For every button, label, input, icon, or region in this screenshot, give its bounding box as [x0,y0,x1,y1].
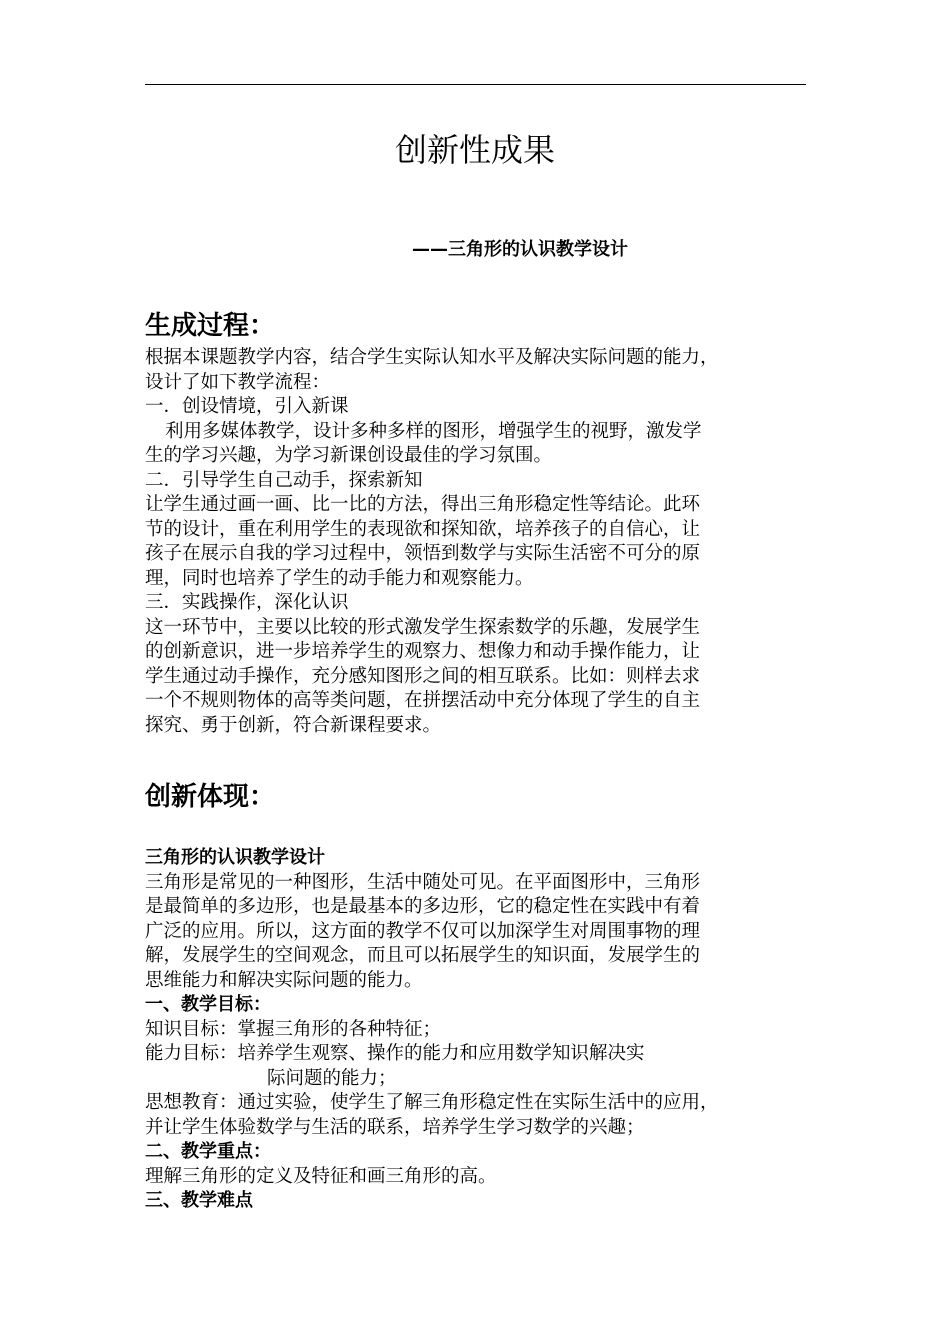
innovation-body [145,846,815,1214]
process-line: 理，同时也培养了学生的动手能力和观察能力。 [145,567,534,589]
process-line: 探究、勇于创新，符合新课程要求。 [145,714,442,736]
process-line: 学生通过动手操作，充分感知图形之间的相互联系。比如：则样去求 [145,665,701,687]
intro-line: 三角形是常见的一种图形，生活中随处可见。在平面图形中，三角形 [145,871,701,893]
intro-line: 解，发展学生的空间观念，而且可以拓展学生的知识面，发展学生的 [145,945,701,966]
goal-knowledge: 知识目标：掌握三角形的各种特征； [145,1018,442,1040]
goal-moral-continued: 并让学生体验数学与生活的联系，培养学生学习数学的兴趣； [145,1116,645,1138]
process-line: 一个不规则物体的高等类问题，在拼摆活动中充分体现了学生的自主 [145,690,701,711]
step-heading: 二．引导学生自己动手，探索新知 [145,469,423,491]
section-heading-innovation: 创新体现： [145,782,276,812]
section-heading-process: 生成过程： [145,311,276,341]
process-line: 这一环节中，主要以比较的形式激发学生探索数学的乐趣，发展学生 [145,616,701,638]
process-line: 的创新意识，进一步培养学生的观察力、想像力和动手操作能力，让 [145,641,701,662]
process-line: 让学生通过画一画、比一比的方法，得出三角形稳定性等结论。此环 [145,494,701,515]
process-line: 生的学习兴趣，为学习新课创设最佳的学习氛围。 [145,445,553,466]
process-line: 孩子在展示自我的学习过程中，领悟到数学与实际生活密不可分的原 [145,543,701,564]
design-title: 三角形的认识教学设计 [145,847,325,868]
key-points-text: 理解三角形的定义及特征和画三角形的高。 [145,1165,497,1187]
intro-line: 思维能力和解决实际问题的能力。 [145,969,423,991]
key-points-heading: 二、教学重点： [145,1141,271,1162]
header-rule [145,84,806,85]
process-line: 节的设计，重在利用学生的表现欲和探知欲，培养孩子的自信心，让 [145,518,701,540]
goal-ability-continued: 际问题的能力； [267,1067,397,1089]
goals-heading: 一、教学目标： [145,994,271,1015]
step-heading: 一．创设情境，引入新课 [145,396,349,417]
goal-moral: 思想教育：通过实验，使学生了解三角形稳定性在实际生活中的应用， [145,1092,719,1113]
difficult-points-heading: 三、教学难点 [145,1190,253,1211]
page-title: 创新性成果 [394,131,555,169]
process-line: 利用多媒体教学，设计多种多样的图形，增强学生的视野，激发学 [165,420,702,442]
process-body [145,346,815,738]
page-subtitle: ——三角形的认识教学设计 [412,239,628,260]
intro-line: 广泛的应用。所以，这方面的教学不仅可以加深学生对周围事物的理 [145,920,701,942]
intro-line: 是最简单的多边形，也是最基本的多边形，它的稳定性在实践中有着 [145,896,701,917]
step-heading: 三．实践操作，深化认识 [145,592,349,613]
process-line: 设计了如下教学流程： [145,371,331,393]
goal-ability: 能力目标：培养学生观察、操作的能力和应用数学知识解决实 [145,1043,645,1064]
process-line: 根据本课题教学内容，结合学生实际认知水平及解决实际问题的能力， [145,347,719,368]
